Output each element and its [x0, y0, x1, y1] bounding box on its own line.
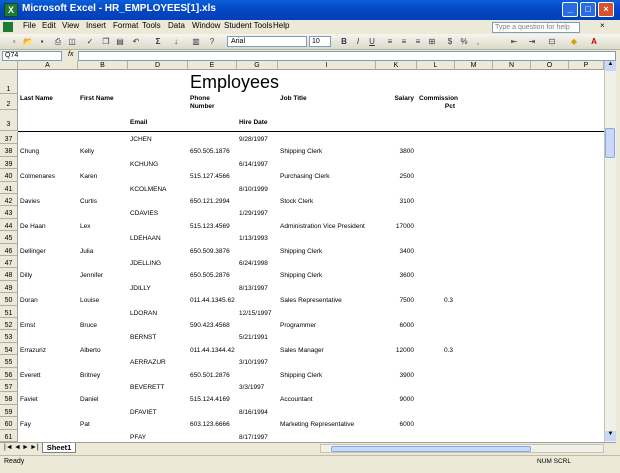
cell-salary[interactable]: 3100 [399, 198, 414, 205]
cell-job-title[interactable]: Purchasing Clerk [280, 173, 330, 181]
cell-job-title[interactable]: Shipping Clerk [280, 371, 323, 379]
keyboard-indicators: NUM SCRL [537, 458, 571, 465]
help-icon[interactable]: ? [209, 37, 215, 46]
row-header-1[interactable]: 1 [0, 70, 18, 94]
cell-hire-date[interactable]: 8/13/1997 [239, 284, 268, 292]
cell-first-name[interactable]: Louise [80, 297, 100, 305]
bold-icon[interactable]: B [341, 37, 347, 46]
cell-last-name[interactable]: Ernst [20, 322, 36, 329]
next-sheet-icon[interactable]: ► [22, 444, 29, 451]
align-right-icon[interactable]: ≡ [415, 37, 421, 46]
row-header[interactable]: 45 [0, 231, 18, 243]
status-bar [0, 455, 620, 469]
row-header[interactable]: 48 [0, 268, 18, 280]
header-commission-pct[interactable]: Commission Pct [419, 95, 459, 110]
cell-phone[interactable]: 650.509.3876 [190, 247, 230, 255]
close-button[interactable]: × [598, 2, 614, 17]
cell-email[interactable]: JDILLY [130, 284, 151, 292]
row-header[interactable]: 58 [0, 392, 18, 404]
cell-first-name[interactable]: Pat [80, 421, 90, 429]
cell-first-name[interactable]: Julia [80, 247, 94, 255]
row-header[interactable]: 60 [0, 417, 18, 429]
cell-job-title[interactable]: Shipping Clerk [280, 247, 323, 255]
cell-phone[interactable]: 603.123.6666 [190, 421, 230, 429]
cell-commission[interactable]: 0.3 [443, 297, 453, 305]
row-header[interactable]: 59 [0, 405, 18, 417]
cell-last-name[interactable]: Faviet [20, 396, 38, 404]
cell-hire-date[interactable]: 1/29/1997 [239, 210, 268, 218]
cell-salary[interactable]: 3900 [399, 371, 414, 379]
cell-salary[interactable]: 6000 [399, 322, 414, 329]
cell-last-name[interactable]: Dilly [20, 272, 33, 280]
open-folder-icon[interactable]: 📂 [23, 37, 33, 46]
new-file-icon[interactable]: ▫ [12, 37, 16, 46]
header-email[interactable]: Email [130, 119, 148, 126]
cell-email[interactable]: PFAY [130, 433, 147, 441]
cell-phone[interactable]: 515.124.4169 [190, 396, 230, 404]
row-header[interactable]: 42 [0, 194, 18, 206]
spelling-icon[interactable]: ✓ [86, 37, 94, 46]
row-header[interactable]: 54 [0, 343, 18, 355]
column-header[interactable]: B [78, 61, 128, 70]
cell-job-title[interactable]: Sales Representative [280, 297, 342, 305]
cell-salary[interactable]: 3600 [399, 272, 414, 280]
sort-ascending-icon[interactable]: ↓ [174, 37, 178, 46]
underline-icon[interactable]: U [369, 37, 375, 46]
comma-style-icon[interactable]: , [476, 37, 480, 46]
cell-first-name[interactable]: Bruce [80, 322, 97, 329]
horizontal-scroll-thumb[interactable] [331, 446, 531, 452]
cell-email[interactable]: JCHEN [130, 136, 152, 143]
vertical-scrollbar[interactable] [604, 61, 616, 442]
cell-phone[interactable]: 011.44.1345.62 [190, 297, 235, 305]
excel-icon[interactable]: X [4, 3, 18, 17]
cell-phone[interactable]: 590.423.4568 [190, 322, 230, 329]
first-sheet-icon[interactable]: |◄ [4, 444, 13, 451]
cell-first-name[interactable]: Kelly [80, 148, 95, 156]
cell-phone[interactable]: 011.44.1344.42 [190, 346, 235, 354]
italic-icon[interactable]: I [356, 37, 360, 46]
font-color-icon[interactable]: A [591, 37, 597, 46]
cell-salary[interactable]: 12000 [395, 346, 414, 354]
cell-hire-date[interactable]: 8/10/1999 [239, 185, 268, 193]
cell-first-name[interactable]: Britney [80, 371, 101, 379]
column-header[interactable]: E [188, 61, 237, 70]
cell-last-name[interactable]: Dellinger [20, 247, 46, 255]
cell-job-title[interactable]: Shipping Clerk [280, 148, 323, 156]
font-name-select[interactable]: Arial [227, 36, 307, 47]
row-header[interactable]: 55 [0, 355, 18, 367]
menu-help[interactable]: Help [273, 21, 290, 30]
borders-icon[interactable]: ⊡ [548, 37, 556, 46]
workbook-close-icon[interactable]: × [600, 21, 605, 30]
title-bar [0, 0, 620, 20]
cell-first-name[interactable]: Curtis [80, 198, 97, 205]
last-sheet-icon[interactable]: ►| [30, 444, 39, 451]
decrease-indent-icon[interactable]: ⇤ [510, 37, 518, 46]
cell-commission[interactable]: 0.3 [443, 346, 453, 354]
cell-email[interactable]: AERRAZUR [130, 359, 166, 367]
cell-phone[interactable]: 515.123.4569 [190, 222, 230, 230]
cell-first-name[interactable]: Alberto [80, 346, 101, 354]
menu-file[interactable]: File [23, 21, 36, 30]
cell-first-name[interactable]: Daniel [80, 396, 99, 404]
row-header[interactable]: 50 [0, 293, 18, 305]
cell-salary[interactable]: 2500 [399, 173, 414, 181]
cell-salary[interactable]: 7500 [399, 297, 414, 305]
cell-hire-date[interactable]: 8/17/1997 [239, 433, 268, 441]
row-header[interactable]: 43 [0, 206, 18, 218]
paste-icon[interactable]: ▤ [116, 37, 124, 46]
vertical-scroll-thumb[interactable] [605, 128, 615, 158]
row-header[interactable]: 40 [0, 169, 18, 181]
cell-salary[interactable]: 17000 [395, 222, 414, 230]
cell-email[interactable]: JDELLING [130, 260, 162, 267]
column-header[interactable]: O [531, 61, 569, 70]
cell-salary[interactable]: 3400 [399, 247, 414, 255]
cell-email[interactable]: KCOLMENA [130, 185, 167, 193]
row-header[interactable]: 38 [0, 144, 18, 156]
row-header[interactable]: 39 [0, 157, 18, 169]
print-icon[interactable]: ⎙ [54, 37, 62, 46]
row-header-3[interactable]: 3 [0, 110, 18, 131]
maximize-button[interactable]: □ [580, 2, 596, 17]
cell-job-title[interactable]: Shipping Clerk [280, 272, 323, 280]
header-first-name[interactable]: First Name [80, 95, 114, 102]
column-header[interactable]: D [128, 61, 188, 70]
cell-email[interactable]: KCHUNG [130, 160, 159, 168]
cell-job-title[interactable]: Sales Manager [280, 346, 324, 354]
header-job-title[interactable]: Job Title [280, 95, 307, 102]
fill-color-icon[interactable]: ◆ [570, 37, 578, 46]
merge-center-icon[interactable]: ⊞ [428, 37, 436, 46]
cell-email[interactable]: BEVERETT [130, 384, 165, 391]
cell-job-title[interactable]: Marketing Representative [280, 421, 355, 429]
row-header[interactable]: 47 [0, 256, 18, 268]
row-header-2[interactable]: 2 [0, 94, 18, 110]
worksheet-grid[interactable] [18, 70, 604, 442]
sheet-tab-sheet1[interactable]: Sheet1 [42, 443, 76, 453]
cell-job-title[interactable]: Stock Clerk [280, 198, 314, 205]
cell-hire-date[interactable]: 1/13/1993 [239, 235, 268, 243]
cell-first-name[interactable]: Karen [80, 173, 98, 181]
header-hire-date[interactable]: Hire Date [239, 119, 268, 126]
cell-email[interactable]: DFAVIET [130, 408, 157, 416]
cell-last-name[interactable]: Errazuriz [20, 346, 47, 354]
font-size-select[interactable]: 10 [309, 36, 331, 47]
cell-email[interactable]: BERNST [130, 334, 157, 342]
cell-first-name[interactable]: Jennifer [80, 272, 104, 280]
cell-salary[interactable]: 3800 [399, 148, 414, 156]
autosum-icon[interactable]: Σ [155, 37, 161, 46]
cell-phone[interactable]: 650.505.2876 [190, 272, 230, 280]
header-salary[interactable]: Salary [394, 95, 414, 102]
cell-first-name[interactable]: Lex [80, 222, 91, 230]
cell-hire-date[interactable]: 3/10/1997 [239, 359, 268, 367]
cell-last-name[interactable]: De Haan [20, 222, 46, 230]
cell-hire-date[interactable]: 5/21/1991 [239, 334, 268, 342]
menu-window[interactable]: Window [192, 21, 221, 30]
cell-job-title[interactable]: Administration Vice President [280, 222, 365, 230]
menu-data[interactable]: Data [168, 21, 185, 30]
horizontal-scrollbar[interactable] [320, 444, 604, 453]
row-header[interactable]: 53 [0, 330, 18, 342]
insert-function-icon[interactable]: fx [68, 51, 74, 58]
column-headers [0, 61, 604, 70]
help-search-input[interactable]: Type a question for help [492, 22, 580, 33]
scroll-down-icon[interactable]: ▼ [605, 431, 616, 441]
row-header[interactable]: 46 [0, 244, 18, 256]
column-header[interactable]: M [455, 61, 493, 70]
row-header[interactable]: 61 [0, 430, 18, 442]
status-text: Ready [4, 458, 25, 465]
row-header[interactable]: 57 [0, 380, 18, 392]
copy-icon[interactable]: ❐ [102, 37, 110, 46]
workbook-icon[interactable] [3, 22, 13, 32]
cell-hire-date[interactable]: 12/15/1997 [239, 309, 272, 317]
cell-hire-date[interactable]: 6/14/1997 [239, 160, 268, 168]
cell-last-name[interactable]: Doran [20, 297, 38, 305]
cell-last-name[interactable]: Everett [20, 371, 41, 379]
scroll-up-icon[interactable]: ▲ [605, 61, 616, 71]
undo-icon[interactable]: ↶ [132, 37, 140, 46]
name-box[interactable]: Q74 [2, 51, 62, 61]
cell-email[interactable]: LDEHAAN [130, 235, 161, 243]
sheet-heading: Employees [190, 72, 280, 92]
row-header[interactable]: 56 [0, 368, 18, 380]
menu-format[interactable]: Format [113, 21, 139, 30]
cell-job-title[interactable]: Programmer [280, 322, 317, 329]
menu-tools[interactable]: Tools [142, 21, 161, 30]
print-preview-icon[interactable]: ◫ [68, 37, 76, 46]
cell-phone[interactable]: 515.127.4566 [190, 173, 230, 181]
column-header[interactable]: P [569, 61, 604, 70]
column-header[interactable]: N [493, 61, 531, 70]
row-header[interactable]: 44 [0, 219, 18, 231]
cell-hire-date[interactable]: 6/24/1998 [239, 260, 268, 267]
column-header[interactable]: L [417, 61, 455, 70]
cell-job-title[interactable]: Accountant [280, 396, 313, 404]
column-header[interactable]: G [237, 61, 278, 70]
cell-phone[interactable]: 650.121.2994 [190, 198, 230, 205]
row-header[interactable]: 41 [0, 182, 18, 194]
row-header[interactable]: 49 [0, 281, 18, 293]
cell-email[interactable]: CDAVIES [130, 210, 159, 218]
save-icon[interactable]: ▪ [40, 37, 44, 46]
row-header[interactable]: 51 [0, 306, 18, 318]
cell-phone[interactable]: 650.505.1876 [190, 148, 230, 156]
percent-icon[interactable]: % [460, 37, 468, 46]
window-title: Microsoft Excel - HR_EMPLOYEES[1].xls [22, 3, 216, 14]
menu-edit[interactable]: Edit [42, 21, 56, 30]
select-all-corner[interactable] [0, 61, 18, 70]
cell-email[interactable]: LDORAN [130, 309, 158, 317]
formula-bar-input[interactable] [78, 51, 616, 61]
row-header[interactable]: 52 [0, 318, 18, 330]
column-header[interactable]: A [18, 61, 78, 70]
chart-wizard-icon[interactable]: ▥ [192, 37, 200, 46]
cell-last-name[interactable]: Fay [20, 421, 31, 429]
indent-icon[interactable]: ⇥ [528, 37, 536, 46]
menu-insert[interactable]: Insert [86, 21, 107, 30]
cell-last-name[interactable]: Chung [20, 148, 40, 156]
column-header[interactable]: K [376, 61, 417, 70]
currency-icon[interactable]: $ [447, 37, 453, 46]
column-header[interactable]: I [278, 61, 376, 70]
align-center-icon[interactable]: ≡ [401, 37, 407, 46]
menu-view[interactable]: View [62, 21, 80, 30]
header-last-name[interactable]: Last Name [20, 95, 53, 102]
cell-hire-date[interactable]: 3/3/1997 [239, 384, 265, 391]
align-left-icon[interactable]: ≡ [387, 37, 393, 46]
minimize-button[interactable]: _ [562, 2, 578, 17]
cell-last-name[interactable]: Davies [20, 198, 40, 205]
cell-hire-date[interactable]: 8/16/1994 [239, 408, 268, 416]
cell-last-name[interactable]: Colmenares [20, 173, 56, 181]
cell-salary[interactable]: 6000 [399, 421, 414, 429]
menu-student-tools[interactable]: Student Tools [224, 21, 273, 30]
row-header[interactable]: 37 [0, 132, 18, 144]
freeze-pane-divider [18, 131, 604, 132]
cell-hire-date[interactable]: 9/28/1997 [239, 136, 268, 143]
cell-salary[interactable]: 9000 [399, 396, 414, 404]
header-phone-number[interactable]: Phone Number [190, 95, 215, 110]
cell-phone[interactable]: 650.501.2876 [190, 371, 230, 379]
prev-sheet-icon[interactable]: ◄ [14, 444, 21, 451]
